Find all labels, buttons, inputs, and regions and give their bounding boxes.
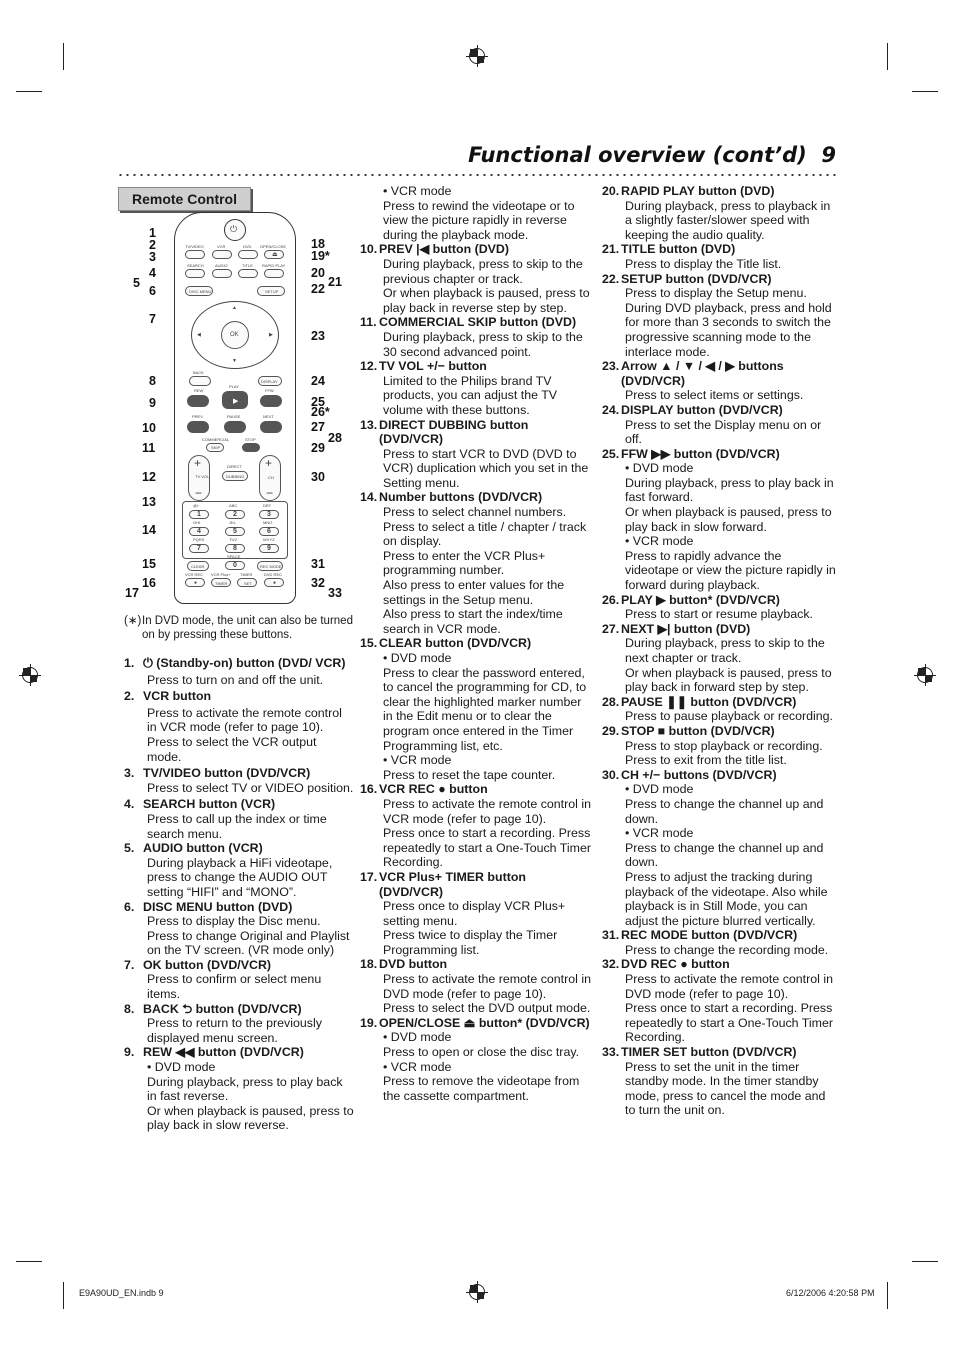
item-number: 15.: [360, 636, 378, 651]
callout-label: 10: [142, 421, 156, 435]
column-3: [602, 184, 838, 1118]
function-item: [360, 870, 592, 958]
item-text: Press to select TV or VIDEO position.: [147, 780, 354, 795]
column-2: [360, 184, 592, 1103]
function-item: [602, 957, 838, 1045]
item-number: 12.: [360, 359, 378, 374]
standby-on-button: ⏻: [224, 219, 246, 241]
function-item: [360, 242, 592, 315]
item-text: During playback a HiFi videotape, press to change the AUDIO OUT setting “HIFI” and “MONO”.: [147, 855, 333, 899]
callout-label: 16: [142, 576, 156, 590]
audio-button: [212, 269, 232, 278]
callout-label: 8: [149, 374, 156, 388]
search-label: SEARCH: [187, 263, 204, 268]
item-text: Press to confirm or select menu items.: [147, 972, 322, 1002]
function-item: [124, 958, 354, 1002]
item-text: Press to stop playback or recording.: [625, 738, 823, 753]
open-close-button: ⏏: [264, 250, 284, 259]
item-heading: SETUP button (DVD/VCR): [621, 271, 772, 286]
item-heading: TV VOL +/− button: [379, 359, 487, 374]
number-sub-label: ABC: [229, 503, 238, 508]
next-button: [260, 421, 282, 433]
function-item: [602, 242, 838, 271]
item-text: Or when playback is paused, press to play back in slow forward.: [625, 505, 832, 534]
arrow-up-icon: ▲: [232, 305, 237, 311]
callout-label: 7: [149, 312, 156, 326]
item-heading: DISPLAY button (DVD/VCR): [621, 402, 783, 417]
ffw-button: [260, 395, 282, 407]
number-sub-label: TUV: [229, 537, 237, 542]
item-number: 25.: [602, 446, 620, 461]
number-button: 7: [189, 544, 209, 553]
dvd-rec-label: DVD REC: [264, 572, 283, 577]
callout-label: 5: [133, 276, 140, 290]
item-text: • VCR mode: [625, 534, 694, 549]
item-number: 3.: [124, 766, 135, 781]
item-text: During playback, press to playback in a slightly faster/slower speed with keeping the audio quality.: [625, 198, 831, 242]
item-text: Press to reset the tape counter.: [383, 767, 556, 782]
arrow-pad: [191, 301, 279, 369]
audio-label: AUDIO: [215, 263, 228, 268]
item-heading: REC MODE button (DVD/VCR): [621, 928, 798, 943]
vcr-label: VCR: [217, 244, 226, 249]
crop-mark: [887, 1282, 888, 1309]
item-text: Press to change Original and Playlist on the TV screen. (VR mode only): [147, 928, 350, 958]
item-number: 4.: [124, 797, 135, 812]
item-text: Press to enter the VCR Plus+ programming number.: [383, 548, 546, 578]
item-heading: AUDIO button (VCR): [143, 841, 263, 856]
item-number: 11.: [360, 315, 377, 330]
item-number: 10.: [360, 242, 378, 257]
title-button: [238, 269, 258, 278]
item-text: Press once to start a recording. Press repeatedly to start a One-Touch Timer Recording.: [383, 826, 591, 870]
function-item: [124, 766, 354, 795]
item-text: Press to exit from the title list.: [625, 753, 787, 768]
timer-label: TIMER: [240, 572, 253, 577]
function-item: [602, 272, 838, 360]
item-number: 26.: [602, 592, 620, 607]
item-heading: STOP ■ button (DVD/VCR): [621, 723, 775, 738]
tv-vol-rocker: + TV VOL −: [188, 455, 210, 501]
rew-button: [187, 395, 209, 407]
item-heading: TV/VIDEO button (DVD/VCR): [143, 766, 311, 781]
item-text: During playback, press to skip to the next chapter or track.: [625, 636, 825, 665]
footer-file: E9A90UD_EN.indb 9: [79, 1288, 164, 1298]
number-button: 4: [189, 527, 209, 536]
function-item: [124, 689, 354, 764]
function-item: [602, 768, 838, 929]
arrow-right-icon: ▶: [269, 332, 273, 338]
setup-button: SETUP: [257, 286, 285, 296]
number-sub-label: @/:: [193, 503, 200, 508]
rapid-play-button: [264, 269, 284, 278]
callout-label: 23: [311, 329, 325, 343]
vcr-plus-label: VCR Plus+: [211, 572, 231, 577]
item-text: Press to select the VCR output mode.: [147, 734, 317, 764]
item-number: 32.: [602, 957, 620, 972]
item-number: 6.: [124, 899, 135, 914]
item-text: Press once to display VCR Plus+ setting menu.: [383, 899, 566, 928]
registration-mark-icon: [917, 667, 933, 683]
item-text: Press to turn on and off the unit.: [147, 672, 324, 687]
item-number: 14.: [360, 490, 378, 505]
callout-label: 9: [149, 396, 156, 410]
item-text: Press to call up the index or time search menu.: [147, 811, 327, 841]
ch-rocker: + CH −: [259, 455, 281, 501]
function-item: [360, 490, 592, 636]
crop-mark: [912, 1261, 938, 1262]
item-text: Press to clear the password entered, to cancel the programming for CD, to clear the highlighted marker number in the Edit menu or to clear the program once entered in the Timer Programming list, etc.: [383, 665, 587, 753]
item-text: • DVD mode: [147, 1060, 216, 1075]
number-sub-label: PQRS: [193, 537, 205, 542]
number-button: 9: [259, 544, 279, 553]
item-heading: BACK ⮌ button (DVD/VCR): [143, 1001, 302, 1016]
search-button: [185, 269, 205, 278]
item-text: Press to start or resume playback.: [625, 607, 813, 622]
item-number: 22.: [602, 271, 620, 286]
tv-video-button: [185, 250, 205, 259]
callout-label: 29: [311, 441, 325, 455]
function-item: [360, 359, 592, 417]
item-text: Press to activate the remote control in DVD mode (refer to page 10).: [383, 972, 591, 1001]
item-heading: TIMER SET button (DVD/VCR): [621, 1045, 797, 1060]
pause-label: PAUSE: [227, 414, 241, 419]
function-item: [124, 1045, 354, 1133]
skip-button: SKIP: [206, 443, 224, 452]
play-button: ▶: [222, 391, 248, 409]
callout-label: 12: [142, 470, 156, 484]
callout-label: 4: [149, 266, 156, 280]
item-heading: DVD button: [379, 957, 448, 972]
item-text: Press to change the recording mode.: [625, 942, 829, 957]
dubbing-button: DUBBING: [222, 471, 248, 481]
item-number: 29.: [602, 723, 620, 738]
item-text: Press to return to the previously displayed menu screen.: [147, 1016, 322, 1045]
item-text: During DVD playback, press and hold for more than 3 seconds to switch the progressive scanning mode to the interlace mode.: [625, 300, 832, 359]
crop-mark: [63, 43, 64, 70]
item-number: 23.: [602, 359, 620, 374]
rew-label: REW: [194, 388, 204, 393]
function-item: [360, 315, 592, 359]
crop-mark: [912, 91, 938, 92]
callout-label: 22: [311, 282, 325, 296]
number-button: 1: [189, 510, 209, 519]
next-label: NEXT: [263, 414, 274, 419]
item-text: • VCR mode: [625, 826, 694, 841]
item-text: Or when playback is paused, press to play back in forward step by step.: [625, 665, 832, 695]
clear-button: CLEAR: [187, 561, 209, 571]
vcr-rec-button: ●: [185, 578, 205, 587]
dvd-label: DVD: [243, 244, 252, 249]
item-text: • DVD mode: [383, 651, 452, 665]
item-heading: TITLE button (DVD): [621, 242, 736, 257]
item-text: During playback, press to play back in fast reverse.: [147, 1074, 343, 1104]
function-item: [124, 797, 354, 841]
open-close-label: OPEN/CLOSE: [260, 244, 287, 249]
item-number: 30.: [602, 767, 620, 782]
item-number: 21.: [602, 242, 620, 257]
prev-label: PREV: [192, 414, 203, 419]
item-text: Limited to the Philips brand TV products, you can adjust the TV volume with these buttons.: [383, 373, 558, 417]
item-text: Press to select items or settings.: [625, 388, 804, 403]
crop-mark: [16, 1261, 42, 1262]
item-number: 8.: [124, 1001, 135, 1016]
item-text: Press to select the DVD output mode.: [383, 1001, 591, 1016]
item-text: Press to select a title / chapter / track on display.: [383, 519, 587, 549]
play-label: PLAY: [229, 384, 239, 389]
item-text: Press to display the Disc menu.: [147, 914, 321, 929]
item-text: • DVD mode: [383, 1030, 452, 1045]
item-text: During playback, press to skip to the previous chapter or track.: [383, 256, 583, 286]
timer-set-button: SET: [237, 578, 257, 587]
item-number: 2.: [124, 689, 135, 704]
prev-button: [187, 421, 209, 433]
item-heading: NEXT ▶| button (DVD): [621, 621, 751, 636]
commercial-label: COMMERCIAL: [202, 437, 230, 442]
function-item: [360, 184, 592, 242]
item-number: 19.: [360, 1015, 378, 1030]
page-number: 9: [821, 143, 836, 167]
item-text: Press to change the channel up and down.: [625, 796, 824, 826]
item-heading: COMMERCIAL SKIP button (DVD): [379, 315, 577, 330]
function-item: [602, 695, 838, 724]
item-text: Press to activate the remote control in VCR mode (refer to page 10).: [383, 796, 591, 826]
item-text: Press to select channel numbers.: [383, 505, 567, 520]
item-text: Press to set the Display menu on or off.: [625, 417, 822, 447]
number-button-0: 0: [225, 561, 245, 570]
function-item: [602, 1045, 838, 1118]
item-heading: VCR button: [143, 689, 212, 704]
number-sub-label: WXYZ: [263, 537, 275, 542]
item-text: • DVD mode: [625, 461, 694, 476]
item-text: Press to activate the remote control in VCR mode (refer to page 10).: [147, 705, 342, 735]
footnote: (∗) In DVD mode, the unit can also be turned on by pressing these buttons.: [124, 615, 353, 641]
item-heading: PAUSE ❚❚ button (DVD/VCR): [621, 694, 797, 709]
callout-label: 15: [142, 557, 156, 571]
pause-button: [224, 421, 246, 433]
function-item: [602, 184, 838, 242]
item-text: Also press to enter values for the settings in the Setup menu.: [383, 578, 565, 607]
item-number: 7.: [124, 957, 135, 972]
function-item: [602, 593, 838, 622]
item-number: 20.: [602, 184, 620, 198]
callout-label: 21: [328, 275, 342, 289]
callout-label: 19*: [311, 249, 330, 263]
item-heading: Arrow ▲ / ▼ / ◀ / ▶ buttons (DVD/VCR): [621, 359, 784, 388]
item-text: Press to display the Setup menu.: [625, 286, 807, 301]
footer-datetime: 6/12/2006 4:20:58 PM: [786, 1288, 875, 1298]
disc-menu-button: DISC MENU: [185, 286, 213, 296]
dvd-button: [238, 250, 258, 259]
callout-label: 26*: [311, 405, 330, 419]
callout-label: 1: [149, 226, 156, 240]
item-heading: PLAY ▶ button* (DVD/VCR): [621, 592, 780, 607]
tv-video-label: TV/VIDEO: [185, 244, 204, 249]
item-text: • VCR mode: [383, 753, 452, 768]
function-item: [360, 418, 592, 491]
item-text: Press twice to display the Timer Programming list.: [383, 928, 558, 957]
vcr-plus-timer-button: TIMER: [211, 578, 231, 587]
number-button: 5: [225, 527, 245, 536]
function-item: [602, 724, 838, 768]
item-number: 28.: [602, 694, 620, 709]
callout-label: 6: [149, 284, 156, 298]
item-heading: CH +/− buttons (DVD/VCR): [621, 767, 777, 782]
crop-mark: [63, 1282, 64, 1309]
item-text: Press to change the channel up and down.: [625, 840, 824, 870]
number-button: 2: [225, 510, 245, 519]
callout-label: 27: [311, 420, 325, 434]
item-number: 17.: [360, 869, 378, 884]
function-item: [360, 957, 592, 1015]
callout-label: 17: [125, 586, 139, 600]
item-text: Press to start VCR to DVD (DVD to VCR) duplication which you set in the Setting menu.: [383, 446, 589, 490]
callout-label: 11: [142, 441, 156, 455]
callout-label: 33: [328, 586, 342, 600]
item-text: • VCR mode: [383, 1059, 452, 1074]
title-label: TITLE: [242, 263, 253, 268]
ok-button: OK: [221, 321, 249, 349]
vcr-button: [212, 250, 232, 259]
column-1: [124, 656, 354, 1133]
item-heading: SEARCH button (VCR): [143, 797, 276, 812]
item-text: Press once to start a recording. Press repeatedly to start a One-Touch Timer Recording.: [625, 1001, 833, 1045]
callout-label: 32: [311, 576, 325, 590]
vcr-rec-label: VCR REC: [185, 572, 204, 577]
number-sub-label: JKL: [229, 520, 236, 525]
remote-control-illustration: [174, 212, 296, 604]
function-item: [602, 403, 838, 447]
item-text: Press to adjust the tracking during playback of the videotape. Also while playback is in Still Mode, you can adjust the picture blurred vertically.: [625, 869, 828, 928]
function-item: [124, 1002, 354, 1046]
number-sub-label: GHI: [193, 520, 201, 525]
display-button: DISPLAY: [258, 376, 282, 386]
item-number: 24.: [602, 402, 620, 417]
crop-mark: [16, 91, 42, 92]
item-heading: Number buttons (DVD/VCR): [379, 490, 543, 505]
item-heading: REW ◀◀ button (DVD/VCR): [143, 1045, 304, 1060]
back-label: BACK: [193, 370, 204, 375]
item-text: Press to set the unit in the timer standby mode. In the timer standby mode, press to cancel the mode and to turn the unit on.: [625, 1059, 826, 1118]
function-item: [602, 622, 838, 695]
item-number: 1.: [124, 656, 135, 670]
registration-mark-icon: [22, 667, 38, 683]
item-text: • VCR mode: [383, 184, 452, 198]
direct-label: DIRECT: [227, 464, 242, 469]
item-heading: PREV |◀ button (DVD): [379, 242, 510, 257]
function-item: [602, 359, 838, 403]
number-button: 8: [225, 544, 245, 553]
callout-label: 24: [311, 374, 325, 388]
arrow-left-icon: ◀: [197, 332, 201, 338]
item-number: 33.: [602, 1045, 620, 1060]
rapid-play-label: RAPID PLAY: [262, 263, 286, 268]
item-number: 16.: [360, 782, 378, 797]
item-heading: CLEAR button (DVD/VCR): [379, 636, 532, 651]
ffw-label: FFW: [265, 388, 274, 393]
item-heading: OPEN/CLOSE ⏏ button* (DVD/VCR): [379, 1015, 590, 1030]
item-text: Press to rapidly advance the videotape or view the picture rapidly in forward during playback.: [625, 548, 836, 593]
item-heading: RAPID PLAY button (DVD): [621, 184, 775, 198]
callout-label: 28: [328, 431, 342, 445]
function-item: [124, 900, 354, 958]
number-sub-label: SPACE: [227, 554, 241, 559]
item-text: • DVD mode: [625, 782, 694, 797]
number-sub-label: MNO: [263, 520, 273, 525]
back-button: [189, 376, 211, 386]
rec-mode-button: REC MODE: [257, 561, 283, 571]
item-heading: FFW ▶▶ button (DVD/VCR): [621, 446, 780, 461]
item-text: Or when playback is paused, press to play back in reverse step by step.: [383, 286, 590, 315]
item-text: Press to rewind the videotape or to view the picture rapidly in reverse during the playback mode.: [383, 198, 575, 242]
item-text: Press to remove the videotape from the cassette compartment.: [383, 1074, 580, 1103]
item-number: 18.: [360, 957, 378, 972]
callout-label: 20: [311, 266, 325, 280]
callout-label: 14: [142, 523, 156, 537]
item-heading: DISC MENU button (DVD): [143, 899, 293, 914]
callout-label: 31: [311, 557, 325, 571]
callout-label: 30: [311, 470, 325, 484]
item-text: Also press to start the index/time search in VCR mode.: [383, 607, 563, 636]
page-title: Functional overview (cont’d) 9: [468, 143, 836, 167]
item-number: 13.: [360, 417, 378, 432]
stop-button: [242, 443, 260, 452]
arrow-down-icon: ▼: [232, 358, 237, 364]
item-text: During playback, press to skip to the 30 second advanced point.: [383, 329, 583, 359]
number-sub-label: DEF: [263, 503, 271, 508]
function-item: [124, 841, 354, 899]
function-item: [602, 447, 838, 593]
item-heading: DVD REC ● button: [621, 957, 730, 972]
item-text: Press to display the Title list.: [625, 256, 782, 271]
item-heading: OK button (DVD/VCR): [143, 957, 272, 972]
item-number: 31.: [602, 928, 620, 943]
item-number: 9.: [124, 1045, 135, 1060]
registration-mark-icon: [469, 48, 485, 64]
registration-mark-icon: [469, 1284, 485, 1300]
section-tag: Remote Control: [118, 187, 251, 211]
function-item: [360, 636, 592, 782]
item-text: Press to activate the remote control in DVD mode (refer to page 10).: [625, 972, 833, 1001]
item-text: Press to open or close the disc tray.: [383, 1045, 580, 1060]
item-text: Or when playback is paused, press to play back in slow reverse.: [147, 1103, 354, 1133]
item-heading: ⏻ (Standby-on) button (DVD/ VCR): [143, 656, 346, 670]
item-heading: VCR REC ● button: [379, 782, 488, 797]
callout-label: 18: [311, 237, 325, 251]
number-button: 6: [259, 527, 279, 536]
item-text: Press to pause playback or recording.: [625, 709, 833, 724]
item-heading: DIRECT DUBBING button (DVD/VCR): [379, 417, 529, 447]
dotted-divider: [117, 174, 836, 176]
function-item: [602, 928, 838, 957]
function-item: [360, 782, 592, 870]
callout-label: 13: [142, 495, 156, 509]
stop-label: STOP: [245, 437, 256, 442]
function-item: [360, 1016, 592, 1104]
number-button: 3: [259, 510, 279, 519]
function-item: [124, 656, 354, 687]
item-number: 27.: [602, 621, 620, 636]
callout-label: 25: [311, 395, 325, 409]
dvd-rec-button: ●: [264, 578, 284, 587]
callout-label: 3: [149, 250, 156, 264]
item-number: 5.: [124, 841, 135, 856]
item-text: During playback, press to play back in fast forward.: [625, 475, 834, 505]
callout-label: 2: [149, 238, 156, 252]
crop-mark: [887, 43, 888, 70]
item-heading: VCR Plus+ TIMER button (DVD/VCR): [379, 869, 526, 899]
